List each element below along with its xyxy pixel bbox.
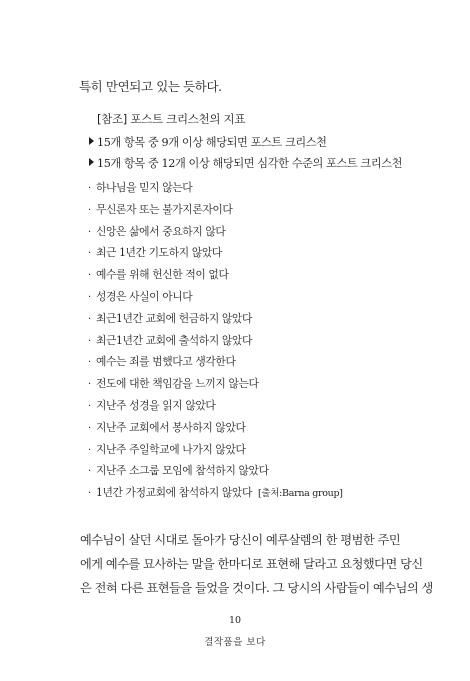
list-item-text: 최근1년간 교회에 출석하지 않았다 <box>96 333 252 347</box>
dot-bullet-icon: · <box>88 379 91 391</box>
list-item <box>88 224 343 246</box>
list-item-text: 전도에 대한 책임감을 느끼지 않는다 <box>96 377 259 391</box>
page-number: 10 <box>228 615 242 626</box>
dot-bullet-icon: · <box>88 422 91 434</box>
list-item <box>88 442 343 464</box>
criteria-text: 15개 항목 중 9개 이상 해당되면 포스트 크리스천 <box>97 136 327 149</box>
list-item-text: 성경은 사실이 아니다 <box>96 289 193 303</box>
list-item <box>88 311 343 333</box>
dot-bullet-icon: · <box>88 400 91 412</box>
dot-bullet-icon: · <box>88 466 91 478</box>
body-line: 예수님이 살던 시대로 돌아가 당신이 예루살렘의 한 평범한 주민 <box>80 533 401 547</box>
list-item <box>88 333 343 355</box>
criteria-text: 15개 항목 중 12개 이상 해당되면 심각한 수준의 포스트 크리스천 <box>97 157 403 170</box>
dot-bullet-icon: · <box>88 204 91 216</box>
list-item <box>88 398 343 420</box>
body-paragraph <box>80 528 433 600</box>
list-item <box>88 354 343 376</box>
list-item-text: 하나님을 믿지 않는다 <box>96 181 193 194</box>
dot-bullet-icon: · <box>88 357 91 369</box>
list-item-text: 최근 1년간 기도하지 않았다 <box>96 246 222 260</box>
dot-bullet-icon: · <box>88 444 91 456</box>
list-item <box>88 202 343 224</box>
list-item-text: 1년간 가정교회에 참석하지 않았다 <box>96 486 252 500</box>
dot-bullet-icon: · <box>88 270 91 282</box>
list-item-text: 예수를 위해 헌신한 적이 없다 <box>96 268 229 282</box>
triangle-bullet-icon <box>89 158 94 166</box>
list-item <box>88 420 343 442</box>
list-item <box>88 267 343 289</box>
dot-bullet-icon: · <box>88 335 91 347</box>
source-citation: [출처:Barna group] <box>257 488 343 500</box>
reference-title: [참조] 포스트 크리스천의 지표 <box>97 112 246 126</box>
list-item <box>88 463 343 485</box>
dot-bullet-icon: · <box>88 226 91 238</box>
list-item <box>88 376 343 398</box>
dot-bullet-icon: · <box>88 488 91 500</box>
list-item-text: 예수는 죄를 범했다고 생각한다 <box>96 355 236 369</box>
list-item-text: 지난주 주일학교에 나가지 않았다 <box>96 442 246 456</box>
triangle-bullet-icon <box>89 137 94 145</box>
list-item-text: 무신론자 또는 불가지론자이다 <box>96 202 233 216</box>
criteria-item <box>89 155 402 176</box>
dot-bullet-icon: · <box>88 313 91 325</box>
lead-sentence: 특히 만연되고 있는 듯하다. <box>79 79 222 94</box>
criteria-list <box>89 134 402 176</box>
list-item <box>88 245 343 267</box>
list-item-text: 지난주 소그룹 모임에 참석하지 않았다 <box>96 464 269 478</box>
body-line: 에게 예수를 묘사하는 말을 한마디로 표현해 달라고 요청했다면 당신 <box>80 557 423 571</box>
list-item-text: 신앙은 삶에서 중요하지 않다 <box>96 224 226 238</box>
list-item-text: 지난주 교회에서 봉사하지 않았다 <box>96 420 246 434</box>
running-title: 결작품을 보다 <box>204 637 266 648</box>
list-item <box>88 485 343 507</box>
body-line: 은 전혀 다른 표현들을 들었을 것이다. 그 당시의 사람들이 예수님의 생 <box>80 581 433 595</box>
list-item <box>88 289 343 311</box>
list-item <box>88 180 343 202</box>
dot-bullet-icon: · <box>88 248 91 260</box>
dot-bullet-icon: · <box>88 291 91 303</box>
criteria-item <box>89 134 402 155</box>
list-item-text: 지난주 성경을 읽지 않았다 <box>96 398 216 412</box>
dot-bullet-icon: · <box>88 183 91 194</box>
list-item-text: 최근1년간 교회에 헌금하지 않았다 <box>96 311 252 325</box>
indicator-list <box>88 180 343 507</box>
